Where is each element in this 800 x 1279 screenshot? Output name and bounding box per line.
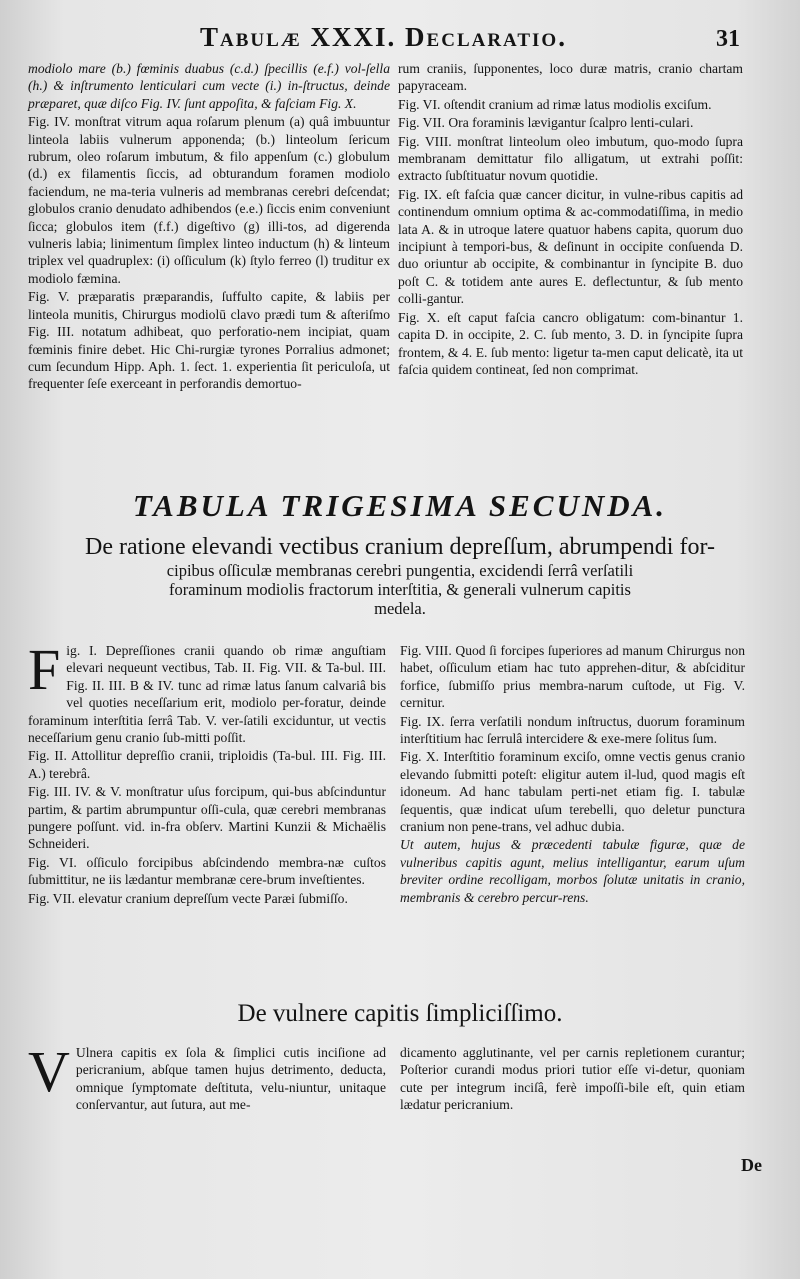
section-title-line: De ratione elevandi vectibus cranium depreſſum, abrumpendi for- [85,534,715,560]
paragraph: modiolo mare (b.) fœminis duabus (c.d.) ſpecillis (e.f.) vol-ſella (h.) & inſtrumento lenticulari cum vecte (i.) in-ſtructus, deinde præparet, quæ diſco Fig. IV. ſunt appoſita, & faſciam Fig. X. [28,61,390,111]
paragraph: Fig. IX. eſt faſcia quæ cancer dicitur, in vulne-ribus capitis ad continendum omnium optima & ac-commodatiſſima, in medio lata A. & in utroque latere quatuor habens capita, quorum duo incipiunt à tempori-bus, & deſinunt in occipite conſuenda D. duo oriuntur ab occipite, & combinantur in ſyncipite B. duo poſt C. & totidem ante aures E. deflectuntur, & ſub mento colli-gantur. [398,186,743,307]
section-title-line: medela. [374,599,426,618]
table-heading: TABULA TRIGESIMA SECUNDA. [132,488,668,523]
middle-left-column [28,637,386,907]
top-left-column [28,60,390,393]
paragraph: Fig. X. Interſtitio foraminum exciſo, omne vectis genus cranio elevando ſubmitti poteſt: eligitur autem il-lud, quod magis eſt idoneum. Ad hanc tabulam perti-net etiam fig. I. tabulæ ſequentis, quæ indicat uſum terebelli, quo deletur punctura cranium non pene-trans, vel adhuc dubia. [400,749,745,835]
paragraph: Fig. VII. Ora foraminis lævigantur ſcalpro lenti-culari. [398,115,694,131]
drop-cap: F [28,637,61,702]
catchword: De [741,1155,762,1175]
paragraph: Fig. X. eſt caput faſcia cancro obligatum: com-binantur 1. capita D. in occipite, 2. C. ſub mento, 3. D. in ſyncipite ſupra frontem, & 4. E. ſub mento: ligetur ta-men caput delicatè, ita ut faſcia quidem contineat, ſed non comprimat. [398,309,743,377]
paragraph: Ut autem, hujus & præcedenti tabulæ figuræ, quæ de vulneribus capitis agunt, melius intelligantur, earum uſum breviter ordine recolligam, morbos ſolutæ unitatis in cranio, membranis & cerebro percur-rens. [400,837,745,905]
paragraph: rum craniis, ſupponentes, loco duræ matris, cranio chartam papyraceam. [398,61,743,94]
paragraph: dicamento agglutinante, vel per carnis repletionem curantur; Poſterior curandi modus priori tutior eſſe vi-detur, quoniam cute per integrum inciſâ, ferè impoſſi-bile eſt, quin etiam lædatur pericranium. [400,1045,745,1113]
page-number: 31 [716,26,740,52]
middle-right-column [400,642,745,906]
running-head [0,22,800,52]
paragraph: Fig. VI. oſſiculo forcipibus abſcindendo membra-næ cuſtos ſubmittitur, ne iis lædantur membranæ cere-brum inveſtientes. [28,854,386,888]
bottom-right-column [400,1044,745,1114]
section-title [40,533,760,618]
paragraph: Fig. IV. monſtrat vitrum aqua roſarum plenum (a) quâ imbuuntur linteola labiis vulnerum apponenda; (b.) linteolum ſericum rubrum, oleo roſarum imbutum, & filo appenſum (c.) globulum (d.) ex filamentis ſiccis, ad obturandum foramen modiolo faciendum, ne ma-teria vulneris ad membranas cerebri deſcendat; globulos cranio denudato adhibendos (e.e.) ſiccis enim conveniunt ſicca; globulos item (f.f.) digeſtivo (g) illi-tos, ad digerenda vulneris labia; linimentum ſimplex linteo inductum (h) & linteum triplex vel quadruplex: (i) oſſiculum (k) ſtylo ferreo (l) truditur ex modiolo fæmina. [28,114,390,286]
paragraph [28,1039,386,1114]
paragraph [28,637,386,746]
page-header-title: Tabulæ XXXI. Declaratio. [200,22,567,52]
paragraph: Fig. VII. elevatur cranium depreſſum vecte Paræi ſubmiſſo. [28,890,348,906]
drop-cap: V [28,1039,70,1104]
paragraph-text: ig. I. Depreſſiones cranii quando ob rimæ anguſtiam elevari nequeunt vectibus, Tab. II. Fig. VII. & Ta-bul. III. Fig. II. III. B & IV. tunc ad rimæ latus ſanum calvariâ bis vel quoties neceſſarium erit, modiolo per-foratur, deinde foraminum interſtitia ſerrâ Tab. V. ver-ſatili exciduntur, ut vectis neceſſarium genu cranio ſub-mitti poſſit. [28,643,386,746]
section-title-line: cipibus oſſiculæ membranas cerebri pungentia, excidendi ſerrâ verſatili [166,561,634,580]
paragraph: Fig. IX. ſerra verſatili nondum inſtructus, duorum foraminum interſtitium hac ſerrulâ intercidere & exe-mere ſolitus ſum. [400,713,745,747]
paragraph: Fig. V. præparatis præparandis, ſuffulto capite, & labiis per linteola munitis, Chirurgus modiolū clavo prædi tum & aſteriſmo Fig. III. notatum adhibeat, quo perforatio-nem incipiat, quam fœminis finire debet. Hic Chi-rurgiæ tyrones Porralius admonet; cum ſecundum Hipp. Aph. 1. ſect. 1. experientia ſit periculoſa, ut frequenter ſeſe exerceant in perforandis demortuo- [28,289,390,392]
paragraph: Fig. II. Attollitur depreſſio cranii, triploidis (Ta-bul. III. Fig. III. A.) terebrâ. [28,748,386,781]
paragraph: Fig. III. IV. & V. monſtratur uſus forcipum, qui-bus abſcinduntur partim, & partim abrumpuntur oſſi-cula, quæ cerebri membranas pungere poſſunt. vid. in-fra obſerv. Martini Kunzii & Michaëlis Schneideri. [28,784,386,852]
top-right-column [398,60,743,378]
subheading: De vulnere capitis ſimpliciſſimo. [237,1000,563,1027]
paragraph: Fig. VI. oſtendit cranium ad rimæ latus modiolis exciſum. [398,96,712,112]
bottom-left-column [28,1039,386,1114]
section-title-line: foraminum modiolis fractorum interſtitia, & generali vulnerum capitis [169,580,631,599]
paragraph-text: Ulnera capitis ex ſola & ſimplici cutis inciſione ad pericranium, abſque tamen hujus detrimento, deducta, omnique ſymptomate deſtituta, velu-niuntur, unitaque conſervantur, aut ſutura, aut me- [75,1045,386,1113]
paragraph: Fig. VIII. Quod ſi forcipes ſuperiores ad manum Chirurgus non habet, oſſiculum etiam hac tuto apprehen-ditur, & abſciditur forfice, ſubmiſſo prius membra-narum cuſtode, ut Fig. V. cernitur. [400,643,745,711]
paragraph: Fig. VIII. monſtrat linteolum oleo imbutum, quo-modo ſupra membranam demittatur filo alligatum, ut extrahi poſſit: extracto ſubſtituatur novum quotidie. [398,133,743,184]
